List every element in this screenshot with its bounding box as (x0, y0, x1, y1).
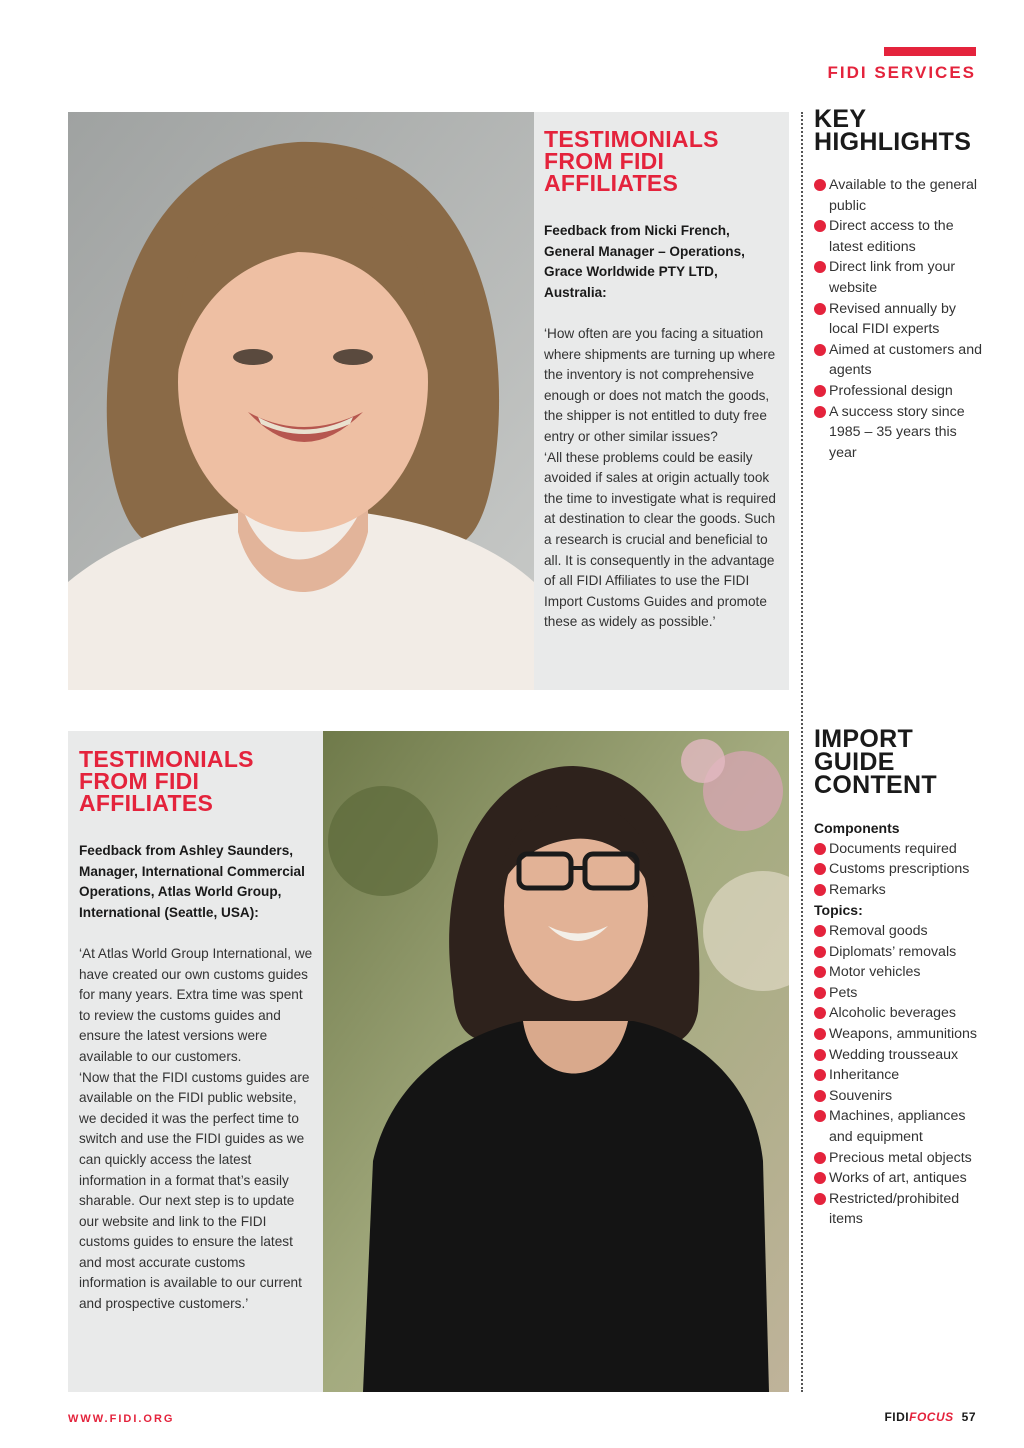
list-item: Revised annually by local FIDI experts (814, 299, 984, 340)
list-item: Remarks (814, 880, 984, 901)
list-item: Alcoholic beverages (814, 1003, 984, 1024)
components-list (814, 839, 984, 901)
testimonial-byline: Feedback from Nicki French, General Manager – Operations, Grace Worldwide PTY LTD, Australia: (544, 223, 745, 300)
list-item: Weapons, ammunitions (814, 1024, 984, 1045)
key-highlights (814, 105, 984, 463)
testimonial-bottom (79, 748, 315, 1315)
section-label: FIDI SERVICES (827, 63, 976, 82)
list-item: Direct link from your website (814, 257, 984, 298)
column-divider (801, 112, 803, 1392)
list-item: Inheritance (814, 1065, 984, 1086)
list-item: Aimed at customers and agents (814, 340, 984, 381)
list-item: Pets (814, 983, 984, 1004)
list-item: Available to the general public (814, 175, 984, 216)
quote-paragraph: ‘All these problems could be easily avoided if sales at origin actually took the time to investigate what is required at destination to clear the goods. Such a research is crucial and beneficial to all. It is consequently in the advantage of all FIDI Affiliates to use the FIDI Import Customs Guides and promote these as widely as possible.’ (544, 449, 776, 630)
list-item: Diplomats’ removals (814, 942, 984, 963)
testimonial-quote (544, 324, 776, 633)
brand-fidi: FIDI (884, 1410, 910, 1424)
testimonial-top (544, 128, 776, 633)
list-item: Wedding trousseaux (814, 1045, 984, 1066)
list-item: A success story since 1985 – 35 years this year (814, 402, 984, 464)
quote-paragraph: ‘How often are you facing a situation where shipments are turning up where the inventory is not comprehensive enough or does not match the goods, the shipper is not entitled to duty free entry or other similar issues? (544, 325, 776, 444)
testimonial-heading: TESTIMONIALS FROM FIDI AFFILIATES (79, 746, 254, 816)
list-item: Removal goods (814, 921, 984, 942)
list-item: Direct access to the latest editions (814, 216, 984, 257)
testimonial-byline: Feedback from Ashley Saunders, Manager, International Commercial Operations, Atlas World Group, International (Seattle, USA): (79, 843, 305, 920)
list-item: Souvenirs (814, 1086, 984, 1107)
list-item: Works of art, antiques (814, 1168, 984, 1189)
key-highlights-heading: KEY HIGHLIGHTS (814, 105, 972, 156)
list-item: Restricted/prohibited items (814, 1189, 984, 1230)
list-item: Professional design (814, 381, 984, 402)
list-item: Machines, appliances and equipment (814, 1106, 984, 1147)
website-link[interactable]: WWW.FIDI.ORG (68, 1413, 175, 1425)
quote-paragraph: ‘At Atlas World Group International, we have created our own customs guides for many years. Extra time was spent to review the customs guides and ensure the latest versions were available to our customers. (79, 945, 313, 1064)
list-item: Customs prescriptions (814, 859, 984, 880)
testimonial-heading: TESTIMONIALS FROM FIDI AFFILIATES (544, 126, 719, 196)
portrait-photo-ashley-saunders (323, 731, 789, 1392)
magazine-brand (884, 1410, 976, 1424)
brand-focus: FOCUS (909, 1410, 954, 1424)
list-item: Motor vehicles (814, 962, 984, 983)
portrait-photo-nicki-french (68, 112, 534, 690)
header-accent-bar (884, 47, 976, 56)
topics-list (814, 921, 984, 1230)
quote-paragraph: ‘Now that the FIDI customs guides are available on the FIDI public website, we decided it was the perfect time to switch and use the FIDI guides as we can quickly access the latest information in a format that’s easily sharable. Our next step is to update our website and link to the FIDI customs guides to ensure the latest and most accurate customs information is available to our current and prospective customers.’ (79, 1069, 310, 1312)
key-highlights-list (814, 175, 984, 463)
list-item: Precious metal objects (814, 1148, 984, 1169)
import-guide-heading: IMPORT GUIDE CONTENT (814, 725, 937, 799)
components-label: Components (814, 820, 900, 836)
import-guide-content (814, 725, 984, 1230)
page-number: 57 (961, 1410, 976, 1424)
topics-label: Topics: (814, 902, 863, 919)
list-item: Documents required (814, 839, 984, 860)
testimonial-quote (79, 944, 315, 1315)
